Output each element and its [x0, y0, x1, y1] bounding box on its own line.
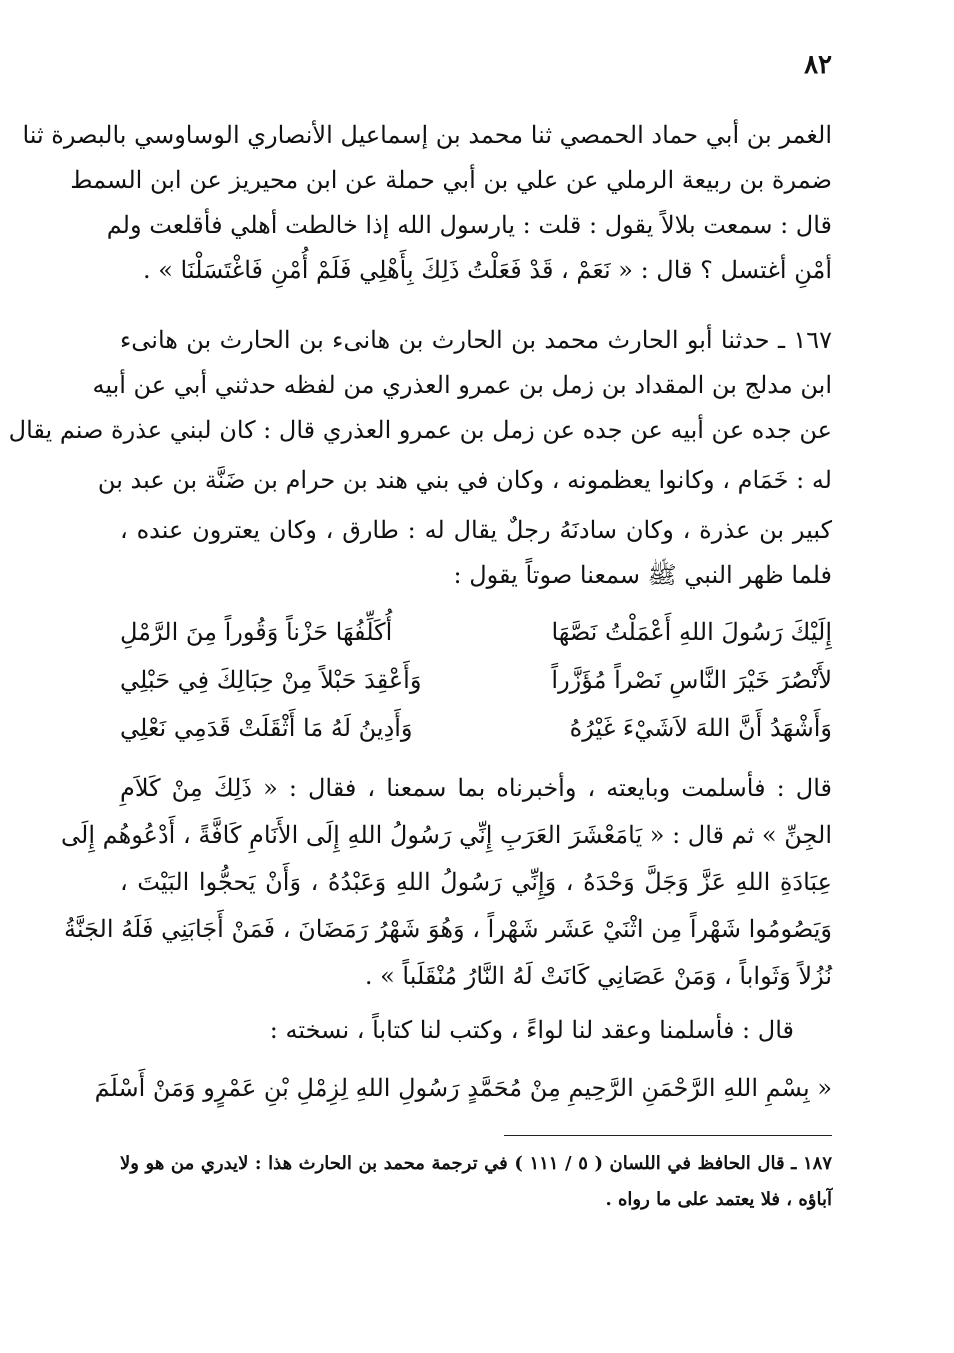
text-line: عن جده عن أبيه عن جده عن زمل بن عمرو العذري قال : كان لبني عذرة صنم يقال: [8, 416, 832, 444]
verse-first-hemistich: وَأَشْهَدُ أَنَّ اللهَ لاَشَيْءَ غَيْرُهُ: [569, 714, 832, 742]
text-line: قال : فأسلمت وبايعته ، وأخبرناه بما سمعنا ، فقال : « ذَلِكَ مِنْ كَلاَمِ: [120, 774, 832, 802]
verse-first-hemistich: إِلَيْكَ رَسُولَ اللهِ أَعْمَلْتُ نَصَّهَا: [551, 618, 832, 646]
text-line: ضمرة بن ربيعة الرملي عن علي بن أبي حملة عن ابن محيريز عن ابن السمط: [70, 166, 832, 194]
poem-verse: [120, 610, 832, 654]
text-line: فلما ظهر النبي ﷺ سمعنا صوتاً يقول :: [453, 561, 832, 589]
text-line: وَيَصُومُوا شَهْراً مِن اثْنَيْ عَشَر شَهْراً ، وَهُوَ شَهْرُ رَمَضَانَ ، فَمَنْ أَجَابَنِي فَلَهُ الجَنَّةُ: [63, 915, 832, 943]
verse-second-hemistich: وَأَدِينُ لَهُ مَا أَثْقَلَتْ قَدَمِي نَعْلِي: [120, 714, 413, 742]
text-line: أمْنِ أغتسل ؟ قال : « نَعَمْ ، قَدْ فَعَلْتُ ذَلِكَ بِأَهْلِي فَلَمْ أُمْنِ فَاغْتَسَلْنَا » .: [142, 256, 832, 284]
verse-second-hemistich: أُكَلِّفُهَا حَزْناً وَقُوراً مِنَ الرَّمْلِ: [120, 618, 393, 646]
verse-first-hemistich: لأَنْصُرَ خَيْرَ النَّاسِ نَصْراً مُؤَزَّراً: [551, 666, 832, 694]
footnote-separator: [504, 1135, 832, 1136]
text-line: قال : فأسلمنا وعقد لنا لواءً ، وكتب لنا كتاباً ، نسخته :: [269, 1016, 794, 1044]
text-line: عِبَادَةِ اللهِ عَزَّ وَجَلَّ وَحْدَهُ ، وَإِنِّي رَسُولُ اللهِ وَعَبْدُهُ ، وَأَنْ يَحجُّوا البَيْتَ ،: [120, 868, 832, 896]
footnote-line: ١٨٧ ـ قال الحافظ في اللسان ( ٥ / ١١١ ) في ترجمة محمد بن الحارث هذا : لايدري من هو ولا: [120, 1153, 832, 1174]
text-line: كبير بن عذرة ، وكان سادنَهُ رجلٌ يقال له : طارق ، وكان يعترون عنده ،: [120, 516, 832, 544]
page-number: ٨٢: [804, 50, 832, 80]
text-line: نُزُلاً وَثَواباً ، وَمَنْ عَصَانِي كَانَتْ لَهُ النَّارُ مُنْقَلَباً » .: [364, 962, 832, 990]
footnote-line: آباؤه ، فلا يعتمد على ما رواه .: [605, 1189, 832, 1210]
text-line: الجِنِّ » ثم قال : « يَامَعْشَرَ العَرَبِ إِنِّي رَسُولُ اللهِ إِلَى الأَنَامِ كَافَّةً ، أَدْعُوهُم إِلَى: [61, 821, 832, 849]
text-line: الغمر بن أبي حماد الحمصي ثنا محمد بن إسماعيل الأنصاري الوساوسي بالبصرة ثنا: [22, 121, 832, 149]
poem-verse: [120, 706, 832, 750]
text-line: « بِسْمِ اللهِ الرَّحْمَنِ الرَّحِيمِ مِنْ مُحَمَّدٍ رَسُولِ اللهِ لِزِمْلِ بْنِ عَمْرٍو وَمَنْ أَسْلَمَ: [94, 1074, 832, 1102]
verse-second-hemistich: وَأَعْقِدَ حَبْلاً مِنْ حِبَالِكَ فِي حَبْلِي: [120, 666, 422, 694]
hadith-heading-line: ١٦٧ ـ حدثنا أبو الحارث محمد بن الحارث بن هانىء بن الحارث بن هانىء: [120, 326, 832, 354]
text-line: له : خَمَام ، وكانوا يعظمونه ، وكان في بني هند بن حرام بن ضَنَّة بن عبد بن: [97, 466, 832, 494]
text-line: ابن مدلج بن المقداد بن زمل بن عمرو العذري من لفظه حدثني أبي عن أبيه: [92, 371, 832, 399]
text-line: قال : سمعت بلالاً يقول : قلت : يارسول الله إذا خالطت أهلي فأقلعت ولم: [106, 211, 832, 239]
poem-verse: [120, 658, 832, 702]
